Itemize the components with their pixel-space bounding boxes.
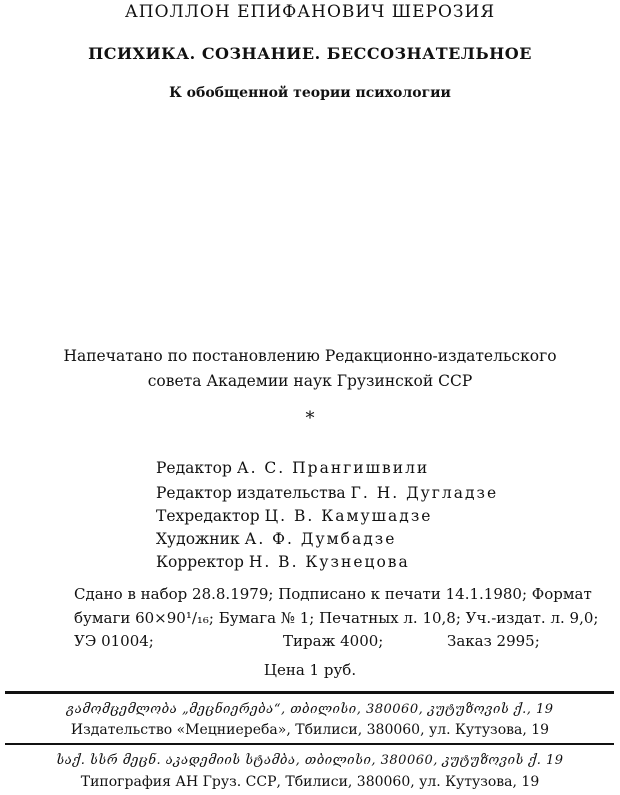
credit-person: Ц. В. Камушадзе xyxy=(264,507,433,525)
credit-role: Корректор xyxy=(156,553,244,571)
credit-technical-editor xyxy=(156,507,432,525)
credit-role: Техредактор xyxy=(156,507,260,525)
credit-publishing-editor xyxy=(156,484,498,502)
credit-person: Н. В. Кузнецова xyxy=(248,553,410,571)
divider-bottom xyxy=(5,743,614,745)
publisher-russian: Издательство «Мецниереба», Тбилиси, 380060, ул. Кутузова, 19 xyxy=(70,722,550,738)
price: Цена 1 руб. xyxy=(263,661,357,679)
decree-line-1: Напечатано по постановлению Редакционно-издательского xyxy=(63,347,557,365)
credit-person: Г. Н. Дугладзе xyxy=(350,484,499,502)
credit-editor xyxy=(156,459,429,477)
imprint-line-1: Сдано в набор 28.8.1979; Подписано к печати 14.1.1980; Формат xyxy=(74,585,592,603)
credit-person: А. Ф. Думбадзе xyxy=(244,530,397,548)
credit-role: Редактор xyxy=(156,459,232,477)
book-subtitle: К обобщенной теории психологии xyxy=(169,85,451,101)
separator-asterisk: * xyxy=(305,408,315,429)
publisher-georgian: გამომცემლობა „მეცნიერება“, თბილისი, 380060, კუტუზოვის ქ., 19 xyxy=(66,702,554,717)
credit-proofreader xyxy=(156,553,410,571)
credit-role: Редактор издательства xyxy=(156,484,346,502)
imprint-code: УЭ 01004; xyxy=(74,632,154,650)
printer-russian: Типография АН Груз. ССР, Тбилиси, 380060, ул. Кутузова, 19 xyxy=(80,774,540,790)
imprint-order: Заказ 2995; xyxy=(447,632,540,650)
credit-role: Художник xyxy=(156,530,240,548)
book-title: ПСИХИКА. СОЗНАНИЕ. БЕССОЗНАТЕЛЬНОЕ xyxy=(88,44,532,63)
decree-line-2: совета Академии наук Грузинской ССР xyxy=(147,372,473,390)
printer-georgian: საქ. სსრ მეცნ. აკადემიის სტამბა, თბილისი, 380060, კუტუზოვის ქ. 19 xyxy=(56,753,564,768)
credit-person: А. С. Прангишвили xyxy=(236,459,430,477)
author-name: АПОЛЛОН ЕПИФАНОВИЧ ШЕРОЗИЯ xyxy=(124,2,496,22)
imprint-line-2: бумаги 60×90¹/₁₆; Бумага № 1; Печатных л. 10,8; Уч.-издат. л. 9,0; xyxy=(74,609,599,627)
imprint-print-run: Тираж 4000; xyxy=(283,632,384,650)
divider-top xyxy=(5,691,614,694)
credit-artist xyxy=(156,530,396,548)
